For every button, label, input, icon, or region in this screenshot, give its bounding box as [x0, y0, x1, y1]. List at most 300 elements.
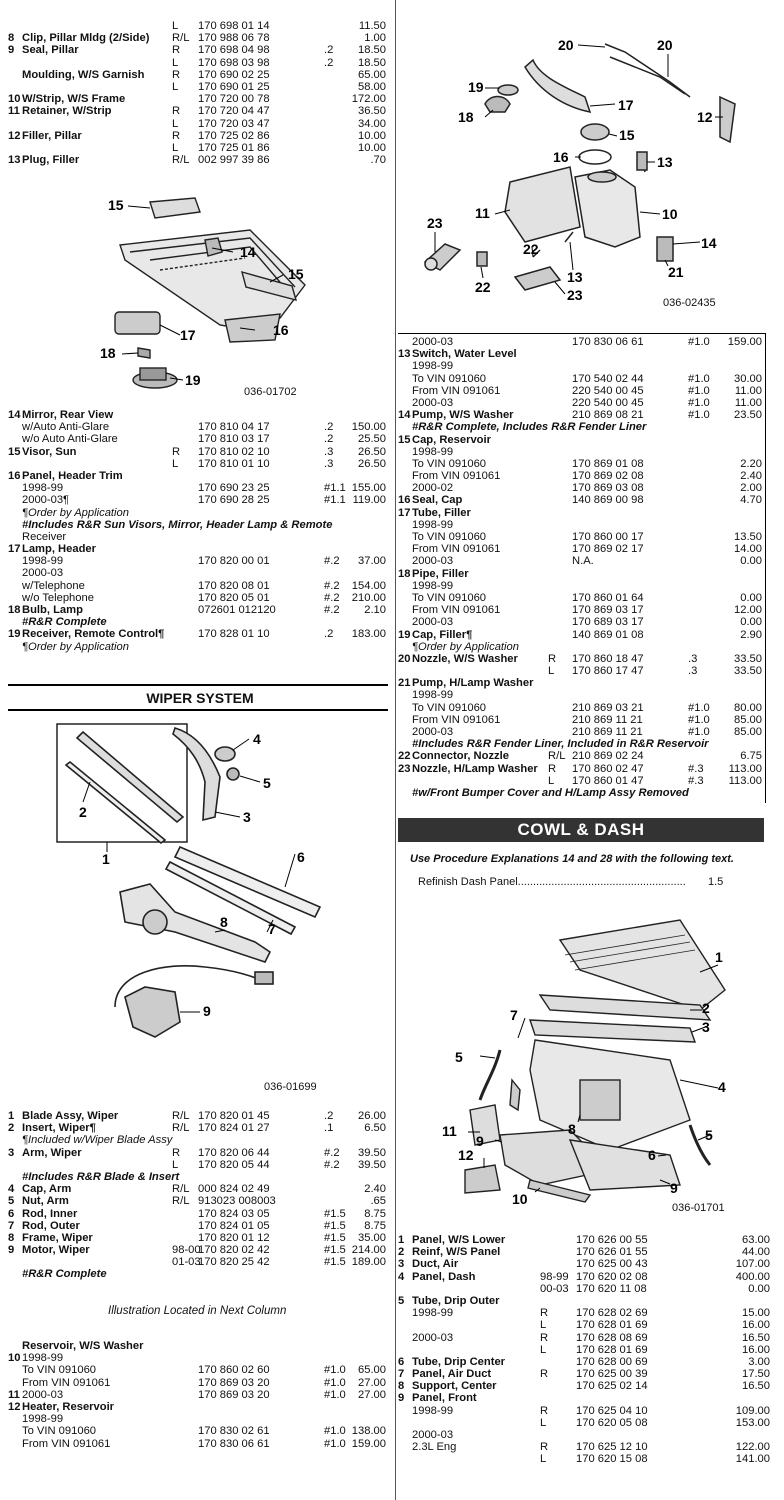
- part-number-callout: 2: [8, 1122, 15, 1135]
- part-catalog-number: 170 725 01 86: [198, 141, 270, 154]
- labor-time: #.2: [324, 1158, 340, 1171]
- part-number-callout: 18: [398, 567, 411, 580]
- part-description: Pump, H/Lamp Washer: [412, 677, 534, 690]
- part-description: Cap, Reservoir: [412, 433, 491, 446]
- part-catalog-number: 210 869 08 21: [572, 409, 644, 422]
- part-price: 10.00: [358, 141, 386, 154]
- part-row: [398, 458, 764, 470]
- part-row: [398, 592, 764, 604]
- part-number-callout: 3: [398, 1258, 405, 1271]
- part-description: Tube, Filler: [412, 506, 471, 519]
- part-description: To VIN 091060: [412, 457, 487, 470]
- part-catalog-number: 170 860 01 47: [572, 774, 644, 787]
- part-catalog-number: 140 869 00 98: [572, 494, 644, 507]
- part-row: [398, 482, 764, 494]
- part-price: 400.00: [735, 1270, 770, 1283]
- part-row: [8, 1340, 390, 1352]
- labor-time: #.3: [688, 774, 704, 787]
- part-price: 210.00: [351, 591, 386, 604]
- part-price: .65: [370, 1195, 386, 1208]
- part-row: [398, 519, 764, 531]
- part-row: [8, 1195, 390, 1207]
- part-catalog-number: 170 620 15 08: [576, 1453, 648, 1466]
- callout: 6: [648, 1147, 656, 1163]
- part-row: [398, 543, 764, 555]
- part-description: Support, Center: [412, 1380, 497, 1393]
- part-row: [8, 580, 390, 592]
- callout: 20: [558, 37, 574, 53]
- part-side: R/L: [172, 1110, 190, 1122]
- part-row: [398, 1295, 770, 1307]
- part-row: [8, 130, 390, 142]
- part-description: To VIN 091060: [22, 1364, 97, 1377]
- part-description: 2000-03: [412, 1429, 454, 1441]
- part-description: Plug, Filler: [22, 154, 80, 167]
- part-side: 00-03: [540, 1282, 569, 1295]
- part-side: R: [540, 1368, 549, 1381]
- part-row: [8, 81, 390, 93]
- part-catalog-number: 170 824 01 05: [198, 1219, 270, 1232]
- part-price: 16.00: [742, 1343, 770, 1356]
- part-side: R: [172, 68, 181, 81]
- part-row: [8, 1256, 390, 1268]
- callout: 2: [702, 1000, 710, 1016]
- part-catalog-number: 170 628 02 69: [576, 1307, 648, 1320]
- part-description: Cap, Arm: [22, 1183, 72, 1196]
- part-price: 6.75: [740, 750, 762, 763]
- callout: 17: [618, 97, 634, 113]
- part-side: L: [548, 774, 555, 787]
- part-description: Nut, Arm: [22, 1195, 69, 1208]
- part-catalog-number: 170 698 03 98: [198, 56, 270, 69]
- part-side: L: [540, 1453, 547, 1466]
- part-catalog-number: 210 869 03 21: [572, 701, 644, 714]
- labor-time: #1.0: [688, 713, 710, 726]
- part-price: 85.00: [734, 726, 762, 738]
- part-description: Pipe, Filler: [412, 567, 469, 580]
- callout: 15: [619, 127, 635, 143]
- part-row: [8, 1208, 390, 1220]
- part-number-callout: 14: [398, 409, 411, 422]
- part-description: Mirror, Rear View: [22, 409, 114, 421]
- part-description: Nozzle, W/S Washer: [412, 652, 518, 665]
- part-side: R: [540, 1331, 549, 1344]
- part-price: 107.00: [735, 1258, 770, 1271]
- part-number-callout: 21: [398, 677, 411, 690]
- cowl-drawing: [440, 910, 740, 1210]
- refinish-value: 1.5: [708, 876, 724, 888]
- part-side: L: [540, 1343, 547, 1356]
- part-catalog-number: 170 810 03 17: [198, 433, 270, 446]
- labor-time: #.2: [324, 604, 340, 616]
- part-number-callout: 4: [398, 1270, 405, 1283]
- part-row: [398, 1271, 770, 1283]
- part-description: From VIN 091061: [412, 713, 501, 726]
- part-number-callout: 5: [398, 1294, 405, 1307]
- part-number-callout: 16: [398, 494, 411, 507]
- part-price: 14.00: [734, 543, 762, 556]
- part-number-callout: 9: [8, 1244, 15, 1257]
- callout: 2: [79, 804, 87, 820]
- part-description: To VIN 091060: [412, 701, 487, 714]
- part-description: 2000-03: [412, 1331, 454, 1344]
- part-catalog-number: 170 869 03 08: [572, 482, 644, 495]
- part-row: [8, 531, 390, 543]
- part-price: 2.90: [740, 628, 762, 641]
- part-row: [8, 1147, 390, 1159]
- part-price: 80.00: [734, 701, 762, 714]
- labor-time: .3: [324, 457, 334, 470]
- part-price: 113.00: [728, 774, 762, 787]
- part-side: L: [172, 56, 179, 69]
- part-row: [398, 470, 764, 482]
- labor-time: #1.5: [324, 1244, 346, 1257]
- part-description: To VIN 091060: [412, 591, 487, 604]
- labor-time: #1.5: [324, 1231, 346, 1244]
- part-number-callout: 23: [398, 762, 411, 775]
- part-side: R/L: [172, 32, 190, 45]
- labor-time: #1.1: [324, 482, 346, 495]
- part-catalog-number: 170 824 01 27: [198, 1122, 270, 1135]
- part-description: To VIN 091060: [412, 531, 487, 543]
- part-description: W/Strip, W/S Frame: [22, 93, 126, 106]
- part-side: R: [540, 1307, 549, 1320]
- part-price: 30.00: [734, 372, 762, 385]
- part-number-callout: 9: [398, 1392, 405, 1405]
- part-row: [8, 555, 390, 567]
- part-row: [8, 616, 390, 628]
- part-price: 16.50: [742, 1380, 770, 1393]
- part-catalog-number: 170 625 00 43: [576, 1258, 648, 1271]
- part-price: 16.00: [742, 1319, 770, 1332]
- labor-time: #.2: [324, 555, 340, 568]
- part-price: 26.00: [358, 1110, 386, 1122]
- labor-time: #1.0: [688, 336, 710, 348]
- part-side: R/L: [172, 1183, 190, 1196]
- part-catalog-number: 170 820 00 01: [198, 555, 270, 568]
- part-catalog-number: 210 869 02 24: [572, 750, 644, 763]
- labor-time: #.2: [324, 1146, 340, 1159]
- part-catalog-number: 210 869 11 21: [572, 726, 643, 738]
- part-row: [398, 555, 764, 567]
- labor-time: #1.0: [324, 1376, 346, 1389]
- part-price: 18.50: [358, 44, 386, 57]
- part-catalog-number: 170 725 02 86: [198, 129, 270, 142]
- part-row: [8, 1110, 390, 1122]
- part-row: [8, 154, 390, 166]
- header-panel-drawing: [100, 190, 340, 390]
- part-price: 11.50: [358, 20, 386, 32]
- part-row: [8, 507, 390, 519]
- part-row: [398, 1344, 770, 1356]
- part-catalog-number: 170 860 02 47: [572, 762, 644, 775]
- part-row: [398, 446, 764, 458]
- part-side: R/L: [172, 1195, 190, 1208]
- parts-list-washer: [398, 336, 764, 799]
- part-side: R: [540, 1441, 549, 1454]
- part-row: [8, 1425, 390, 1437]
- part-price: 63.00: [742, 1234, 770, 1246]
- part-catalog-number: 170 620 11 08: [576, 1282, 647, 1295]
- part-price: .70: [370, 154, 386, 167]
- part-price: 8.75: [364, 1219, 386, 1232]
- dot-leader: .......................................................: [517, 876, 686, 888]
- part-description: Filler, Pillar: [22, 129, 82, 142]
- part-catalog-number: 170 810 02 10: [198, 445, 270, 458]
- part-price: 65.00: [358, 1364, 386, 1377]
- part-row: [398, 1380, 770, 1392]
- part-catalog-number: 220 540 00 45: [572, 384, 644, 397]
- part-catalog-number: 170 620 05 08: [576, 1416, 648, 1429]
- part-row: [8, 458, 390, 470]
- part-price: 58.00: [358, 80, 386, 93]
- part-description: From VIN 091061: [412, 543, 501, 556]
- part-catalog-number: 170 720 03 47: [198, 117, 270, 130]
- part-row: [398, 775, 764, 787]
- part-number-callout: 15: [8, 445, 21, 458]
- callout: 4: [253, 731, 261, 747]
- part-price: 36.50: [358, 105, 386, 118]
- part-row: [8, 1159, 390, 1171]
- part-catalog-number: 170 820 08 01: [198, 579, 270, 592]
- labor-time: #1.0: [324, 1437, 346, 1450]
- part-row: [398, 738, 764, 750]
- part-price: 11.00: [734, 384, 762, 397]
- part-catalog-number: 170 869 03 20: [198, 1388, 270, 1401]
- part-number-callout: 11: [8, 1388, 20, 1401]
- part-description: From VIN 091061: [412, 384, 501, 397]
- part-row: [398, 1405, 770, 1417]
- part-price: 33.50: [734, 652, 762, 665]
- parts-list-wiper: [8, 1110, 390, 1281]
- part-price: 16.50: [742, 1331, 770, 1344]
- callout: 9: [203, 1003, 211, 1019]
- labor-time: #1.0: [688, 701, 710, 714]
- labor-time: #1.1: [324, 494, 346, 507]
- callout: 5: [455, 1049, 463, 1065]
- part-catalog-number: 170 540 02 44: [572, 372, 644, 385]
- part-description: Rod, Inner: [22, 1207, 78, 1220]
- part-row: [398, 568, 764, 580]
- callout: 20: [657, 37, 673, 53]
- part-side: L: [172, 1158, 179, 1171]
- part-description: Panel, Air Duct: [412, 1368, 492, 1381]
- part-description: w/Auto Anti-Glare: [22, 421, 110, 434]
- part-description: From VIN 091061: [412, 604, 501, 617]
- part-row: [398, 1356, 770, 1368]
- part-side: L: [172, 457, 179, 470]
- part-description: Lamp, Header: [22, 543, 96, 556]
- part-catalog-number: 170 698 01 14: [198, 20, 270, 32]
- labor-time: #1.0: [688, 726, 710, 738]
- callout: 18: [100, 345, 116, 361]
- part-price: 15.00: [742, 1307, 770, 1320]
- callout: 3: [702, 1019, 710, 1035]
- part-number-callout: 11: [8, 105, 20, 118]
- part-catalog-number: 170 860 18 47: [572, 652, 644, 665]
- part-row: [8, 1401, 390, 1413]
- part-description: Receiver: [22, 530, 67, 543]
- part-description: 1998-99: [22, 1352, 64, 1365]
- part-side: R/L: [548, 750, 566, 763]
- part-price: 0.00: [740, 555, 762, 568]
- part-row: [398, 1368, 770, 1380]
- part-row: [8, 433, 390, 445]
- procedure-note: Use Procedure Explanations 14 and 28 with the following text.: [410, 853, 734, 865]
- parts-list-reservoir: [8, 1340, 390, 1450]
- labor-time: #1.0: [688, 384, 710, 397]
- part-catalog-number: 170 628 01 69: [576, 1343, 648, 1356]
- part-number-callout: 8: [8, 1231, 15, 1244]
- part-catalog-number: 170 820 01 12: [198, 1231, 270, 1244]
- labor-time: .2: [324, 56, 334, 69]
- part-catalog-number: 170 690 23 25: [198, 482, 270, 495]
- part-description: Duct, Air: [412, 1258, 459, 1271]
- callout: 1: [715, 949, 723, 965]
- part-number-callout: 1: [8, 1110, 15, 1122]
- labor-time: #.2: [324, 579, 340, 592]
- part-number-callout: 22: [398, 750, 411, 763]
- callout: 19: [185, 372, 201, 388]
- part-catalog-number: 072601 012120: [198, 604, 276, 616]
- part-catalog-number: 170 810 01 10: [198, 457, 270, 470]
- part-number-callout: 15: [398, 433, 411, 446]
- part-catalog-number: 170 720 00 78: [198, 93, 270, 106]
- part-price: 138.00: [351, 1425, 386, 1438]
- part-row: [8, 641, 390, 653]
- part-description: Tube, Drip Outer: [412, 1294, 500, 1307]
- part-side: 01-03: [172, 1256, 201, 1269]
- illustration-note: Illustration Located in Next Column: [108, 1305, 287, 1317]
- part-description: #R&R Complete, Includes R&R Fender Liner: [412, 421, 647, 434]
- part-description: w/Telephone: [22, 579, 85, 592]
- part-description: Nozzle, H/Lamp Washer: [412, 762, 538, 775]
- part-row: [398, 1258, 770, 1270]
- part-price: 8.75: [364, 1207, 386, 1220]
- part-description: Panel, Header Trim: [22, 469, 123, 482]
- part-description: Motor, Wiper: [22, 1244, 90, 1257]
- part-row: [8, 543, 390, 555]
- callout: 19: [468, 79, 484, 95]
- part-price: 44.00: [742, 1246, 770, 1259]
- part-catalog-number: 170 626 00 55: [576, 1234, 648, 1246]
- part-price: 27.00: [358, 1376, 386, 1389]
- part-price: 159.00: [727, 336, 762, 348]
- part-row: [398, 616, 764, 628]
- labor-time: .2: [324, 44, 334, 57]
- part-description: 2000-02: [412, 482, 454, 495]
- part-row: [8, 1389, 390, 1401]
- part-description: ¶Order by Application: [22, 640, 129, 653]
- part-description: 1998-99: [22, 1413, 64, 1426]
- part-row: [398, 677, 764, 689]
- part-price: 2.00: [740, 482, 762, 495]
- part-description: Panel, Dash: [412, 1270, 476, 1283]
- part-description: #Includes R&R Blade & Insert: [22, 1170, 180, 1183]
- callout: 9: [670, 1180, 678, 1196]
- part-price: 27.00: [358, 1388, 386, 1401]
- labor-time: .2: [324, 421, 334, 434]
- callout: 12: [458, 1147, 474, 1163]
- wiper-system-title: WIPER SYSTEM: [146, 690, 254, 706]
- part-side: 98-00: [172, 1244, 201, 1257]
- part-catalog-number: 170 720 04 47: [198, 105, 270, 118]
- part-description: Retainer, W/Strip: [22, 105, 112, 118]
- part-row: [398, 763, 764, 775]
- part-price: 172.00: [351, 93, 386, 106]
- part-catalog-number: 170 628 08 69: [576, 1331, 648, 1344]
- reservoir-drawing: [405, 32, 755, 302]
- part-side: R/L: [172, 1122, 190, 1135]
- part-side: R: [172, 445, 181, 458]
- part-catalog-number: 170 820 02 42: [198, 1244, 270, 1257]
- part-description: #R&R Complete: [22, 1268, 107, 1281]
- part-number-callout: 2: [398, 1246, 405, 1259]
- part-number-callout: 16: [8, 469, 21, 482]
- part-row: [8, 1122, 390, 1134]
- part-catalog-number: 170 869 02 08: [572, 470, 644, 483]
- part-price: 39.50: [358, 1146, 386, 1159]
- part-description: Receiver, Remote Control¶: [22, 628, 165, 641]
- callout: 14: [240, 244, 256, 260]
- header-panel-diagram: [100, 190, 340, 390]
- part-catalog-number: 170 689 03 17: [572, 616, 644, 629]
- part-description: Insert, Wiper¶: [22, 1122, 96, 1135]
- part-row: [8, 1438, 390, 1450]
- part-description: Heater, Reservoir: [22, 1400, 115, 1413]
- part-description: Reinf, W/S Panel: [412, 1246, 501, 1259]
- part-side: L: [548, 665, 555, 678]
- part-description: Pump, W/S Washer: [412, 409, 514, 422]
- box-rule: [765, 333, 766, 803]
- callout: 23: [567, 287, 583, 302]
- diagram-id-reservoir: 036-02435: [663, 297, 716, 309]
- callout: 17: [180, 327, 196, 343]
- part-price: 34.00: [358, 117, 386, 130]
- part-row: [8, 1183, 390, 1195]
- part-number-callout: 12: [8, 129, 21, 142]
- part-row: [8, 1413, 390, 1425]
- part-row: [8, 1268, 390, 1280]
- part-row: [398, 507, 764, 519]
- part-price: 65.00: [358, 68, 386, 81]
- part-number-callout: 3: [8, 1146, 15, 1159]
- part-price: 183.00: [351, 628, 386, 641]
- part-description: #w/Front Bumper Cover and H/Lamp Assy Removed: [412, 786, 689, 799]
- part-price: 25.50: [358, 433, 386, 446]
- part-row: [398, 1246, 770, 1258]
- part-catalog-number: 170 628 01 69: [576, 1319, 648, 1332]
- part-catalog-number: 170 690 02 25: [198, 68, 270, 81]
- labor-time: .1: [324, 1122, 334, 1135]
- part-catalog-number: 170 625 12 10: [576, 1441, 648, 1454]
- part-price: 154.00: [351, 579, 386, 592]
- part-row: [8, 421, 390, 433]
- callout: 4: [718, 1079, 726, 1095]
- part-row: [398, 750, 764, 762]
- part-description: #Includes R&R Fender Liner, Included in R&R Reservoir: [412, 738, 709, 751]
- part-row: [398, 1453, 770, 1465]
- wiper-drawing: [55, 722, 345, 1062]
- part-row: [8, 1364, 390, 1376]
- labor-time: .3: [688, 665, 698, 678]
- callout: 6: [297, 849, 305, 865]
- part-row: [8, 592, 390, 604]
- part-row: [8, 494, 390, 506]
- part-description: 2.3L Eng: [412, 1441, 457, 1454]
- part-side: R: [540, 1404, 549, 1417]
- part-price: 159.00: [351, 1437, 386, 1450]
